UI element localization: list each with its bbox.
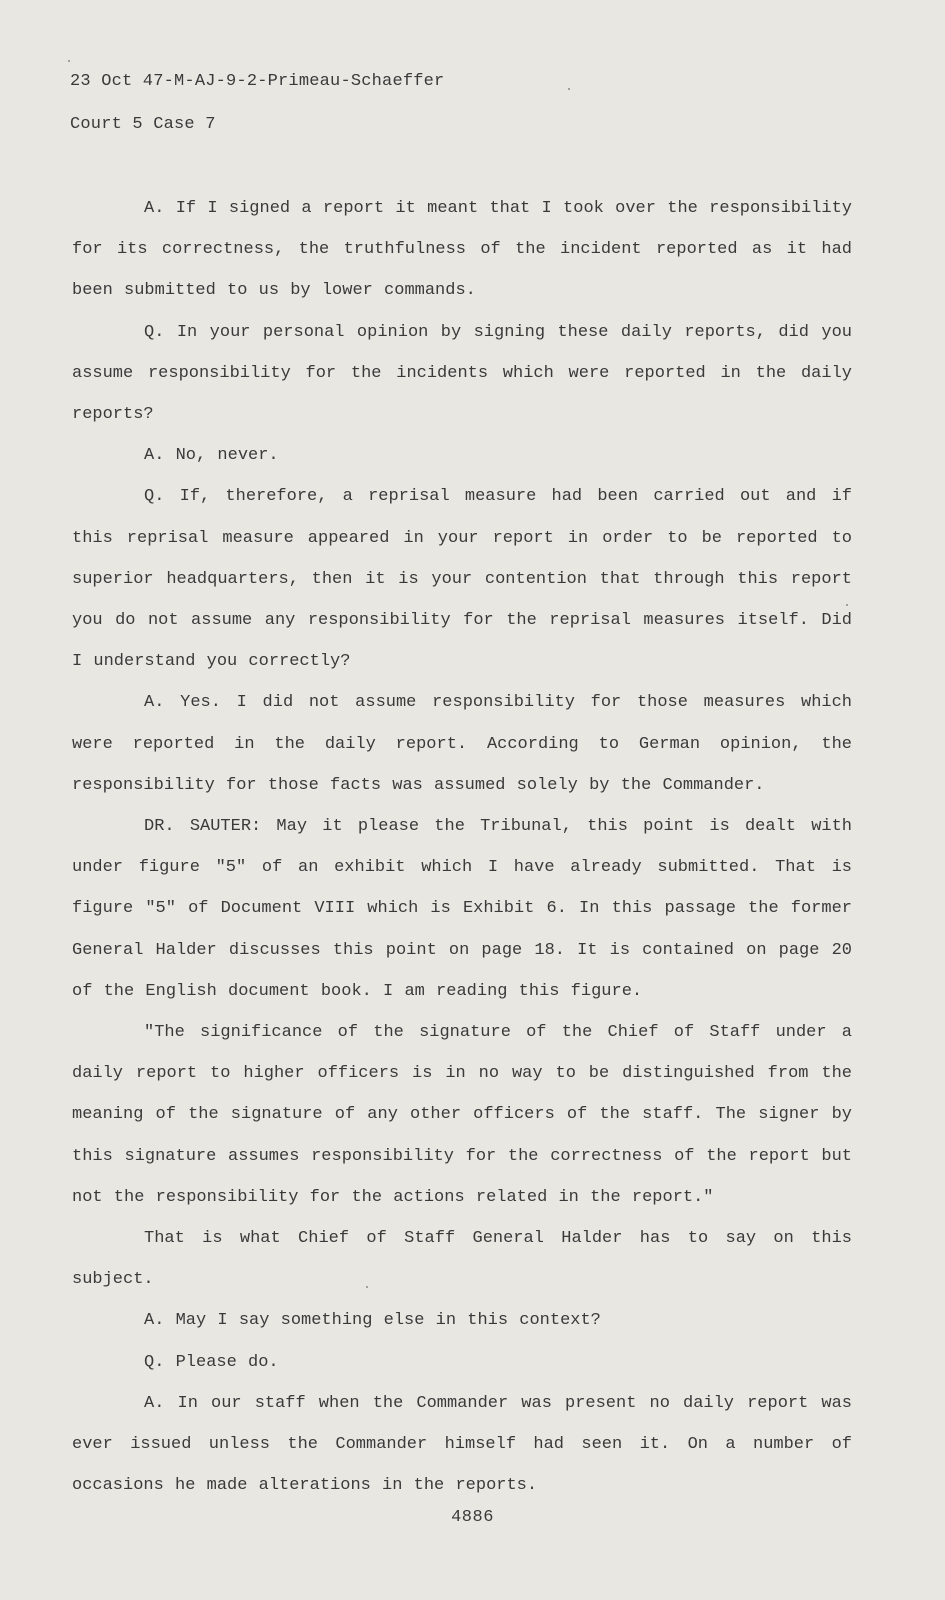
transcript-body: [72, 188, 852, 1507]
transcript-paragraph: Q. Please do.: [144, 1352, 279, 1372]
paper-speck: [568, 88, 570, 90]
transcript-paragraph: A. In our staff when the Commander was present no daily report was ever issued unless the Commander himself had seen it. On a number of occasions he made alterations in the reports.: [72, 1393, 852, 1496]
transcript-paragraph: Q. In your personal opinion by signing these daily reports, did you assume responsibility for the incidents which were reported in the daily reports?: [72, 322, 852, 425]
paper-speck: [846, 604, 848, 606]
transcript-paragraph: A. If I signed a report it meant that I took over the responsibility for its correctness, the truthfulness of the incident reported as it had been submitted to us by lower commands.: [72, 199, 852, 301]
transcript-paragraph: A. May I say something else in this context?: [144, 1311, 601, 1331]
court-case-label: Court 5 Case 7: [70, 115, 216, 134]
transcript-paragraph: A. No, never.: [144, 446, 279, 466]
transcript-paragraph: Q. If, therefore, a reprisal measure had been carried out and if this reprisal measure appeared in your report in order to be reported to superior headquarters, then it is your contention that through this report you do not assume any responsibility for the reprisal measures itself. Did I understand you correctly?: [72, 487, 852, 672]
paper-speck: [68, 60, 70, 62]
transcript-paragraph: "The significance of the signature of the Chief of Staff under a daily report to higher officers is in no way to be distinguished from the meaning of the signature of any other officers of the staff. The signer by this signature assumes responsibility for the correctness of the report but not the responsibility for the actions related in the report.": [72, 1023, 852, 1207]
transcript-paragraph: That is what Chief of Staff General Halder has to say on this subject.: [72, 1229, 852, 1290]
transcript-paragraph: DR. SAUTER: May it please the Tribunal, this point is dealt with under figure "5" of an exhibit which I have already submitted. That is figure "5" of Document VIII which is Exhibit 6. In this passage the former General Halder discusses this point on page 18. It is contained on page 20 of the English document book. I am reading this figure.: [72, 817, 852, 1001]
paper-speck: [366, 1286, 368, 1288]
page-number: 4886: [451, 1508, 494, 1527]
transcript-paragraph: A. Yes. I did not assume responsibility for those measures which were reported in the daily report. According to German opinion, the responsibility for those facts was assumed solely by the Commander.: [72, 693, 852, 795]
document-reference: 23 Oct 47-M-AJ-9-2-Primeau-Schaeffer: [70, 72, 445, 91]
